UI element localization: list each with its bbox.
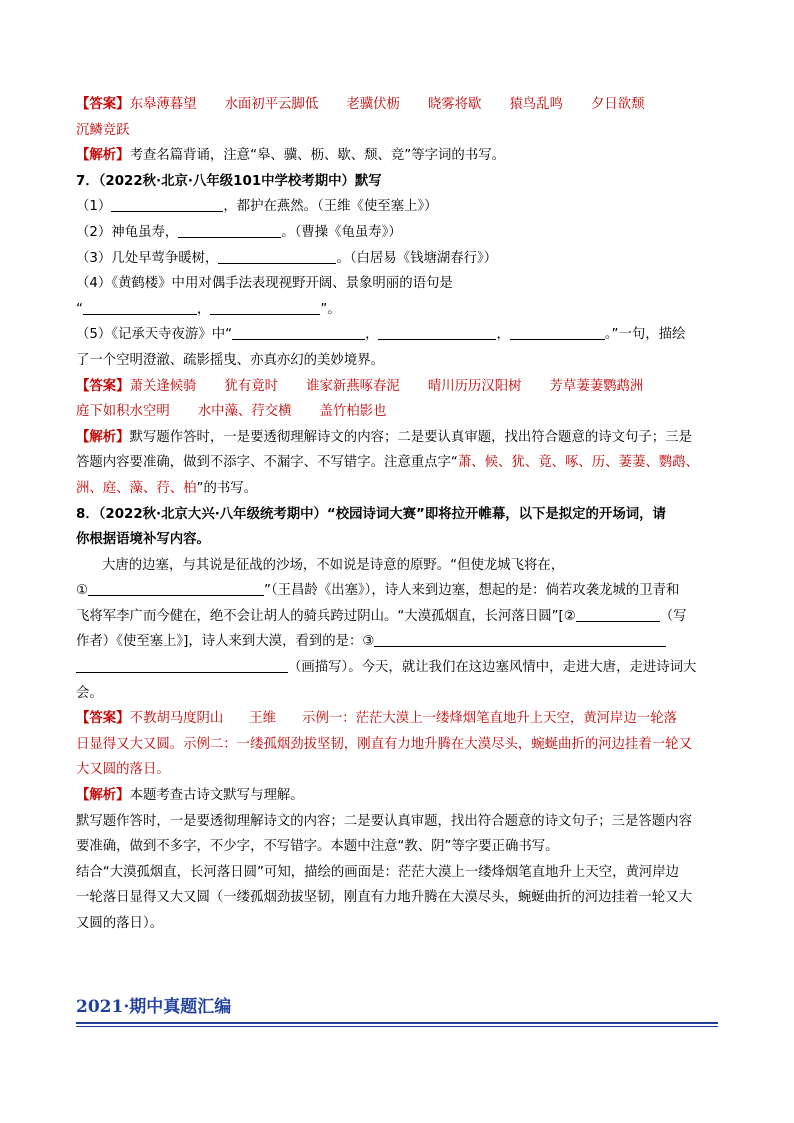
q7-answer-line2 (76, 399, 718, 425)
analysis-text: 默写题作答时，一是要透彻理解诗文的内容；二是要认真审题，找出符合题意的诗文句子；三是 (129, 429, 692, 445)
q8-analysis (76, 783, 718, 809)
blank-number: ① (76, 583, 89, 599)
q7-title: 7．（2022秋·北京·八年级101中学校考期中）默写 (76, 173, 382, 189)
punctuation: ， (196, 301, 211, 317)
q8-passage-l5 (76, 655, 718, 681)
analysis-tag: 【解析】 (76, 429, 130, 445)
quote-mark: “ (76, 301, 83, 317)
answer-item: 沉鳞竞跃 (76, 122, 130, 138)
answer-item: 晴川历历汉阳树 (427, 378, 522, 394)
q6-analysis (76, 143, 718, 169)
fill-blank[interactable] (576, 606, 660, 622)
fill-blank[interactable] (178, 222, 281, 238)
q8-title-cont: 你根据语境补写内容。 (76, 532, 210, 548)
fill-blank[interactable] (88, 580, 264, 596)
item-text: ，都护在燕然。（王维《使至塞上》） (223, 199, 438, 215)
answer-item: 犹有竟时 (224, 378, 279, 394)
analysis-text: 结合“大漠孤烟直，长河落日圆”可知，描绘的画面是：茫茫大漠上一缕烽烟笔直地升上天空，黄河岸边 (76, 864, 680, 880)
q8-title: 8．（2022秋·北京大兴·八年级统考期中）“校园诗词大赛”即将拉开帷幕，以下是拟定的开场词，请 (76, 506, 666, 522)
q7-item4: （4）《黄鹤楼》中用对偶手法表现视野开阔、景象明丽的语句是 (76, 276, 453, 292)
q7-answer-line (76, 374, 718, 400)
fill-blank[interactable] (76, 657, 288, 673)
passage-text: 作者）《使至塞上》]，诗人来到大漠，看到的是：③ (76, 634, 375, 650)
analysis-text: 考查名篇背诵，注意“皋、骥、枥、歇、颓、竞”等字词的书写。 (129, 148, 505, 164)
analysis-tag: 【解析】 (76, 148, 130, 164)
analysis-text: 要准确，做到不多字，不少字，不写错字。本题中注意“教、阴”等字要正确书写。 (76, 839, 559, 855)
answer-item: 大又圆的落日。 (76, 762, 170, 778)
fill-blank[interactable] (378, 324, 496, 340)
answer-item: 盖竹柏影也 (319, 404, 387, 420)
answer-item: 水中藻、荇交横 (197, 404, 292, 420)
fill-blank[interactable] (111, 196, 223, 212)
answer-item: 不教胡马度阴山 (129, 711, 224, 727)
punctuation: ， (496, 327, 510, 343)
fill-blank[interactable] (510, 324, 605, 340)
item-text: （2）神龟虽寿， (76, 224, 179, 240)
q7-analysis-l2 (76, 450, 718, 476)
analysis-text: 默写题作答时，一是要透彻理解诗文的内容；二是要认真审题，找出符合题意的诗文句子；三是答题内容 (76, 813, 692, 829)
item-number: （1） (76, 199, 112, 215)
fill-blank[interactable] (218, 248, 336, 264)
passage-text: （画描写）。今天，就让我们在这边塞风情中，走进大唐，走进诗词大 (288, 660, 697, 676)
divider (76, 1022, 718, 1024)
analysis-text: ”的书写。 (196, 480, 258, 496)
answer-item: 水面初平云脚低 (224, 97, 319, 112)
answer-tag: 【答案】 (76, 378, 130, 394)
item-text: 。”一句，描绘 (604, 327, 686, 343)
q7-item3 (76, 246, 718, 272)
section-heading (76, 994, 718, 1027)
answer-item: 晓雾将歇 (427, 97, 482, 112)
passage-text: ”（王昌龄《出塞》），诗人来到边塞，想起的是：倘若攻袭龙城的卫青和 (264, 583, 680, 599)
item-text: （5）《记承天寺夜游》中“ (76, 327, 233, 343)
q7-item2 (76, 220, 718, 246)
q8-passage-l2 (76, 578, 718, 604)
passage-text: 飞将军李广而今健在，绝不会让胡人的骑兵跨过阴山。“大漠孤烟直，长河落日圆”[② (76, 608, 576, 624)
answer-item: 芳草萋萋鹦鹉洲 (549, 378, 644, 394)
fill-blank[interactable] (83, 299, 197, 315)
answer-item: 日显得又大又圆。示例二：一缕孤烟劲拔坚韧，刚直有力地升腾在大漠尽头，蜿蜒曲折的河边挂着一轮又 (76, 736, 692, 752)
answer-item: 王维 (249, 711, 277, 727)
item-text: （3）几处早莺争暖树， (76, 250, 219, 266)
q8-passage-l4 (76, 629, 718, 655)
q8-answer (76, 706, 718, 732)
answer-item: 谁家新燕啄春泥 (306, 378, 400, 394)
answer-item: 示例一：茫茫大漠上一缕烽烟笔直地升上天空，黄河岸边一轮落 (302, 711, 678, 727)
q7-item1 (76, 194, 718, 220)
fill-blank[interactable] (374, 631, 666, 647)
analysis-text: 答题内容要准确，做到不添字、不漏字、不写错字。注意重点字“ (76, 455, 458, 471)
q7-item5-cont: 了一个空明澄澈、疏影摇曳、亦真亦幻的美妙境界。 (76, 352, 384, 368)
analysis-text: 本题考查古诗文默写与理解。 (129, 788, 304, 804)
answer-item: 东皋薄暮望 (129, 97, 197, 112)
item-text: 。（白居易《钱塘湖春行》） (336, 250, 498, 266)
highlighted-chars: 萧、候、犹、竟、啄、历、萋萋、鹦鹉、 (457, 455, 699, 471)
answer-item: 夕日欲颓 (590, 97, 645, 112)
answer-tag: 【答案】 (76, 97, 130, 112)
fill-blank[interactable] (210, 299, 320, 315)
q8-passage: 大唐的边塞，与其说是征战的沙场，不如说是诗意的原野。“但使龙城飞将在， (102, 557, 565, 573)
q7-analysis-l3 (76, 476, 718, 502)
analysis-text: 又圆的落日）。 (76, 916, 164, 931)
q8-passage-l6: 会。 (76, 685, 103, 701)
fill-blank[interactable] (232, 324, 365, 340)
item-text: 。（曹操《龟虽寿》） (281, 224, 402, 240)
highlighted-chars: 洲、庭、藻、荇、柏 (76, 480, 197, 496)
answer-item: 猿鸟乱鸣 (509, 97, 563, 112)
q8-passage-l3 (76, 604, 718, 630)
answer-tag: 【答案】 (76, 711, 130, 727)
analysis-text: 一轮落日显得又大又圆（一缕孤烟劲拔坚韧，刚直有力地升腾在大漠尽头，蜿蜒曲折的河边挂着一轮又大 (76, 890, 692, 906)
q7-item4-blanks (76, 297, 718, 323)
q7-item5 (76, 322, 718, 348)
answer-item: 萧关逢候骑 (129, 378, 197, 394)
passage-text: （写 (659, 608, 687, 624)
q6-answer-line (76, 92, 718, 118)
analysis-tag: 【解析】 (76, 788, 130, 804)
q7-analysis (76, 425, 718, 451)
section-title: 2021·期中真题汇编 (76, 997, 232, 1017)
answer-item: 庭下如积水空明 (76, 404, 170, 420)
document-body (76, 92, 718, 937)
quote-mark: ”。 (320, 301, 341, 317)
punctuation: ， (365, 327, 379, 343)
divider (76, 1026, 718, 1027)
answer-item: 老骥伏枥 (346, 97, 400, 112)
